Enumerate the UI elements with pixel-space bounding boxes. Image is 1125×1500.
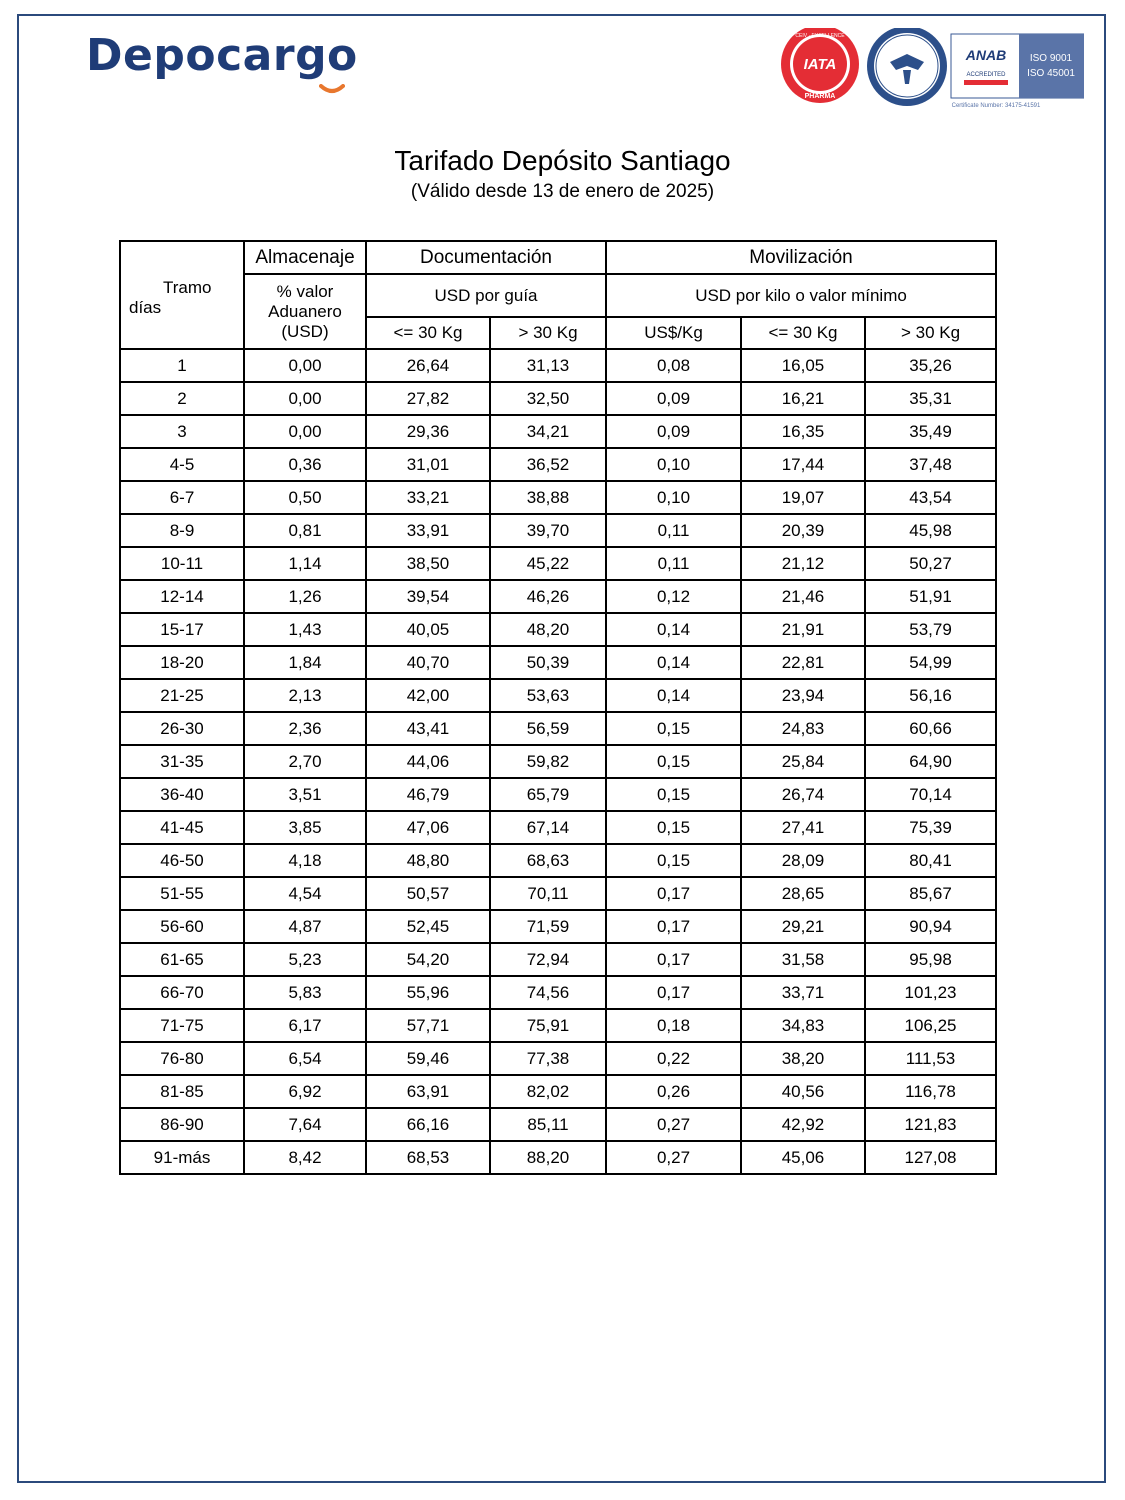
cell-mov-gt30: 35,26 [865,349,996,382]
rates-table-header [120,241,996,349]
svg-text:ISO 9001: ISO 9001 [1029,53,1073,64]
cell-almacenaje: 6,92 [244,1075,366,1108]
header-mov-gt30: > 30 Kg [865,317,996,349]
cell-doc-gt30: 70,11 [490,877,606,910]
cell-doc-le30: 63,91 [366,1075,490,1108]
cell-almacenaje: 8,42 [244,1141,366,1174]
cell-doc-gt30: 72,94 [490,943,606,976]
cell-mov-gt30: 95,98 [865,943,996,976]
cell-doc-gt30: 32,50 [490,382,606,415]
cell-mov-usdkg: 0,09 [606,415,741,448]
cell-doc-gt30: 39,70 [490,514,606,547]
cell-mov-usdkg: 0,08 [606,349,741,382]
cell-doc-gt30: 68,63 [490,844,606,877]
cell-doc-le30: 40,70 [366,646,490,679]
cell-tramo: 66-70 [120,976,244,1009]
cell-almacenaje: 4,18 [244,844,366,877]
cell-tramo: 41-45 [120,811,244,844]
cell-doc-gt30: 88,20 [490,1141,606,1174]
table-row [120,745,996,778]
cell-almacenaje: 0,36 [244,448,366,481]
cell-almacenaje: 5,83 [244,976,366,1009]
cell-mov-le30: 45,06 [741,1141,865,1174]
table-row [120,1075,996,1108]
cell-doc-gt30: 56,59 [490,712,606,745]
cell-doc-le30: 43,41 [366,712,490,745]
table-row [120,1141,996,1174]
cell-doc-gt30: 74,56 [490,976,606,1009]
cell-doc-le30: 29,36 [366,415,490,448]
cell-doc-gt30: 67,14 [490,811,606,844]
cell-almacenaje: 4,54 [244,877,366,910]
cell-doc-le30: 54,20 [366,943,490,976]
cell-mov-usdkg: 0,10 [606,448,741,481]
table-row [120,943,996,976]
cell-doc-le30: 38,50 [366,547,490,580]
cell-tramo: 2 [120,382,244,415]
cell-mov-gt30: 37,48 [865,448,996,481]
header-dias: días [129,298,162,317]
cell-tramo: 71-75 [120,1009,244,1042]
cell-almacenaje: 2,70 [244,745,366,778]
svg-text:ANAB: ANAB [965,47,1007,63]
cell-doc-gt30: 82,02 [490,1075,606,1108]
cell-almacenaje: 1,26 [244,580,366,613]
cell-mov-usdkg: 0,27 [606,1141,741,1174]
cell-doc-gt30: 45,22 [490,547,606,580]
cell-doc-gt30: 77,38 [490,1042,606,1075]
cell-tramo: 4-5 [120,448,244,481]
cell-tramo: 26-30 [120,712,244,745]
cell-mov-gt30: 121,83 [865,1108,996,1141]
depocargo-logo [86,30,358,81]
table-row [120,415,996,448]
table-row [120,1108,996,1141]
cell-doc-gt30: 85,11 [490,1108,606,1141]
svg-text:ACCREDITED: ACCREDITED [966,72,1006,78]
cell-mov-usdkg: 0,14 [606,646,741,679]
cell-mov-gt30: 56,16 [865,679,996,712]
header-almacenaje: Almacenaje [244,241,366,274]
header-mov-le30: <= 30 Kg [741,317,865,349]
cell-almacenaje: 1,84 [244,646,366,679]
table-row [120,910,996,943]
cell-mov-le30: 20,39 [741,514,865,547]
header-almacenaje-unit [244,274,366,349]
cell-doc-le30: 33,91 [366,514,490,547]
svg-text:ISO 45001: ISO 45001 [1027,68,1075,79]
cell-mov-le30: 22,81 [741,646,865,679]
header-movilizacion-unit: USD por kilo o valor mínimo [606,274,996,317]
table-row [120,481,996,514]
header-almacenaje-unit-1: % valor [276,281,334,301]
cell-doc-le30: 50,57 [366,877,490,910]
cell-mov-le30: 21,46 [741,580,865,613]
cell-mov-le30: 25,84 [741,745,865,778]
cell-almacenaje: 0,50 [244,481,366,514]
cell-almacenaje: 0,00 [244,382,366,415]
header-doc-le30: <= 30 Kg [366,317,490,349]
cell-doc-gt30: 50,39 [490,646,606,679]
table-row [120,1009,996,1042]
table-row [120,844,996,877]
cell-tramo: 6-7 [120,481,244,514]
cell-mov-usdkg: 0,11 [606,547,741,580]
table-row [120,811,996,844]
cell-mov-le30: 27,41 [741,811,865,844]
cell-mov-gt30: 35,49 [865,415,996,448]
cell-doc-le30: 52,45 [366,910,490,943]
cell-almacenaje: 6,54 [244,1042,366,1075]
cell-almacenaje: 2,13 [244,679,366,712]
cell-mov-usdkg: 0,15 [606,778,741,811]
cell-mov-usdkg: 0,26 [606,1075,741,1108]
cell-doc-gt30: 48,20 [490,613,606,646]
cell-mov-gt30: 75,39 [865,811,996,844]
logo-text: Depocargo [86,30,358,81]
cell-mov-le30: 42,92 [741,1108,865,1141]
cell-mov-le30: 28,65 [741,877,865,910]
cell-doc-le30: 42,00 [366,679,490,712]
cell-tramo: 61-65 [120,943,244,976]
cell-mov-le30: 16,21 [741,382,865,415]
cell-doc-le30: 33,21 [366,481,490,514]
header-doc-gt30: > 30 Kg [490,317,606,349]
cell-mov-gt30: 43,54 [865,481,996,514]
iata-ceiv-pharma-seal [781,28,859,103]
cell-doc-gt30: 75,91 [490,1009,606,1042]
cell-mov-le30: 31,58 [741,943,865,976]
cell-tramo: 56-60 [120,910,244,943]
cell-mov-le30: 40,56 [741,1075,865,1108]
cell-mov-gt30: 51,91 [865,580,996,613]
cell-doc-gt30: 31,13 [490,349,606,382]
table-row [120,382,996,415]
cell-mov-le30: 28,09 [741,844,865,877]
cell-mov-le30: 16,05 [741,349,865,382]
header-almacenaje-unit-2: Aduanero [268,301,342,321]
cell-mov-gt30: 101,23 [865,976,996,1009]
table-row [120,976,996,1009]
cell-mov-le30: 34,83 [741,1009,865,1042]
document-title: Tarifado Depósito Santiago [394,145,731,176]
cell-mov-le30: 17,44 [741,448,865,481]
cell-almacenaje: 3,51 [244,778,366,811]
cell-tramo: 12-14 [120,580,244,613]
header-tramo: Tramo [163,278,212,297]
rates-table [119,240,997,1175]
cell-tramo: 51-55 [120,877,244,910]
cell-mov-usdkg: 0,17 [606,943,741,976]
cell-tramo: 15-17 [120,613,244,646]
cell-doc-gt30: 59,82 [490,745,606,778]
table-row [120,679,996,712]
cell-mov-gt30: 60,66 [865,712,996,745]
cell-mov-usdkg: 0,18 [606,1009,741,1042]
cell-doc-le30: 44,06 [366,745,490,778]
cell-tramo: 36-40 [120,778,244,811]
svg-text:Certificate Number: 34175-4159: Certificate Number: 34175-41591 [951,103,1041,109]
cell-mov-usdkg: 0,11 [606,514,741,547]
cell-mov-gt30: 54,99 [865,646,996,679]
table-row [120,1042,996,1075]
cell-mov-usdkg: 0,14 [606,613,741,646]
cell-mov-le30: 24,83 [741,712,865,745]
cell-mov-le30: 21,12 [741,547,865,580]
cell-doc-le30: 40,05 [366,613,490,646]
cell-mov-le30: 33,71 [741,976,865,1009]
cell-tramo: 1 [120,349,244,382]
header-almacenaje-unit-3: (USD) [281,321,329,341]
cell-almacenaje: 1,14 [244,547,366,580]
cell-almacenaje: 2,36 [244,712,366,745]
header-mov-usdkg: US$/Kg [606,317,741,349]
cell-mov-gt30: 53,79 [865,613,996,646]
cell-almacenaje: 7,64 [244,1108,366,1141]
cell-doc-le30: 66,16 [366,1108,490,1141]
cell-mov-usdkg: 0,15 [606,712,741,745]
cell-mov-le30: 16,35 [741,415,865,448]
cell-mov-gt30: 127,08 [865,1141,996,1174]
table-row [120,580,996,613]
cell-almacenaje: 6,17 [244,1009,366,1042]
cell-mov-gt30: 111,53 [865,1042,996,1075]
cell-doc-gt30: 34,21 [490,415,606,448]
cell-mov-usdkg: 0,17 [606,976,741,1009]
cell-mov-le30: 23,94 [741,679,865,712]
cell-mov-gt30: 90,94 [865,910,996,943]
cell-doc-gt30: 46,26 [490,580,606,613]
cell-doc-le30: 39,54 [366,580,490,613]
cell-doc-le30: 57,71 [366,1009,490,1042]
cell-doc-le30: 26,64 [366,349,490,382]
certification-badges [778,28,1084,110]
cell-doc-le30: 59,46 [366,1042,490,1075]
cell-mov-le30: 21,91 [741,613,865,646]
table-row [120,646,996,679]
cell-mov-usdkg: 0,17 [606,910,741,943]
cell-tramo: 81-85 [120,1075,244,1108]
cell-mov-usdkg: 0,15 [606,844,741,877]
logo-smile-icon [319,84,345,94]
cell-mov-usdkg: 0,15 [606,745,741,778]
table-row [120,712,996,745]
cell-mov-gt30: 85,67 [865,877,996,910]
svg-text:PHARMA: PHARMA [804,93,836,100]
cell-mov-usdkg: 0,27 [606,1108,741,1141]
table-row [120,514,996,547]
cell-mov-usdkg: 0,09 [606,382,741,415]
svg-text:IATA: IATA [803,56,837,73]
cell-doc-gt30: 65,79 [490,778,606,811]
cell-mov-gt30: 64,90 [865,745,996,778]
cell-doc-gt30: 71,59 [490,910,606,943]
cell-almacenaje: 1,43 [244,613,366,646]
aqe-certification-seal [867,28,947,106]
header-movilizacion: Movilización [606,241,996,274]
cell-mov-gt30: 80,41 [865,844,996,877]
cell-doc-le30: 46,79 [366,778,490,811]
header-documentacion: Documentación [366,241,606,274]
cell-almacenaje: 5,23 [244,943,366,976]
rates-table-body [120,349,996,1174]
anab-iso-block [951,34,1084,109]
cell-mov-gt30: 70,14 [865,778,996,811]
cell-tramo: 31-35 [120,745,244,778]
cell-mov-le30: 19,07 [741,481,865,514]
cell-doc-le30: 48,80 [366,844,490,877]
cell-mov-le30: 26,74 [741,778,865,811]
cell-tramo: 21-25 [120,679,244,712]
cell-doc-le30: 55,96 [366,976,490,1009]
cell-mov-usdkg: 0,17 [606,877,741,910]
cell-tramo: 3 [120,415,244,448]
cell-mov-gt30: 106,25 [865,1009,996,1042]
cell-almacenaje: 0,81 [244,514,366,547]
cell-mov-gt30: 35,31 [865,382,996,415]
cell-doc-gt30: 38,88 [490,481,606,514]
cell-almacenaje: 0,00 [244,415,366,448]
table-row [120,547,996,580]
svg-text:CEIV · EXCELLENCE: CEIV · EXCELLENCE [795,33,845,39]
header-tramo-dias [120,241,244,349]
cell-almacenaje: 3,85 [244,811,366,844]
cell-mov-le30: 29,21 [741,910,865,943]
cell-tramo: 86-90 [120,1108,244,1141]
table-row [120,778,996,811]
cell-tramo: 18-20 [120,646,244,679]
cell-doc-gt30: 53,63 [490,679,606,712]
cell-tramo: 8-9 [120,514,244,547]
cell-mov-usdkg: 0,12 [606,580,741,613]
header-documentacion-unit: USD por guía [366,274,606,317]
cell-mov-usdkg: 0,15 [606,811,741,844]
cell-mov-usdkg: 0,14 [606,679,741,712]
cell-doc-gt30: 36,52 [490,448,606,481]
cell-mov-gt30: 50,27 [865,547,996,580]
cell-tramo: 76-80 [120,1042,244,1075]
cell-almacenaje: 0,00 [244,349,366,382]
cell-mov-le30: 38,20 [741,1042,865,1075]
cell-tramo: 46-50 [120,844,244,877]
cell-almacenaje: 4,87 [244,910,366,943]
cell-doc-le30: 47,06 [366,811,490,844]
cell-doc-le30: 31,01 [366,448,490,481]
cell-doc-le30: 27,82 [366,382,490,415]
table-row [120,877,996,910]
table-row [120,613,996,646]
cell-doc-le30: 68,53 [366,1141,490,1174]
table-row [120,349,996,382]
table-row [120,448,996,481]
cell-tramo: 91-más [120,1141,244,1174]
cell-mov-usdkg: 0,22 [606,1042,741,1075]
cell-tramo: 10-11 [120,547,244,580]
cell-mov-gt30: 116,78 [865,1075,996,1108]
cell-mov-gt30: 45,98 [865,514,996,547]
cell-mov-usdkg: 0,10 [606,481,741,514]
document-subtitle: (Válido desde 13 de enero de 2025) [410,181,715,202]
